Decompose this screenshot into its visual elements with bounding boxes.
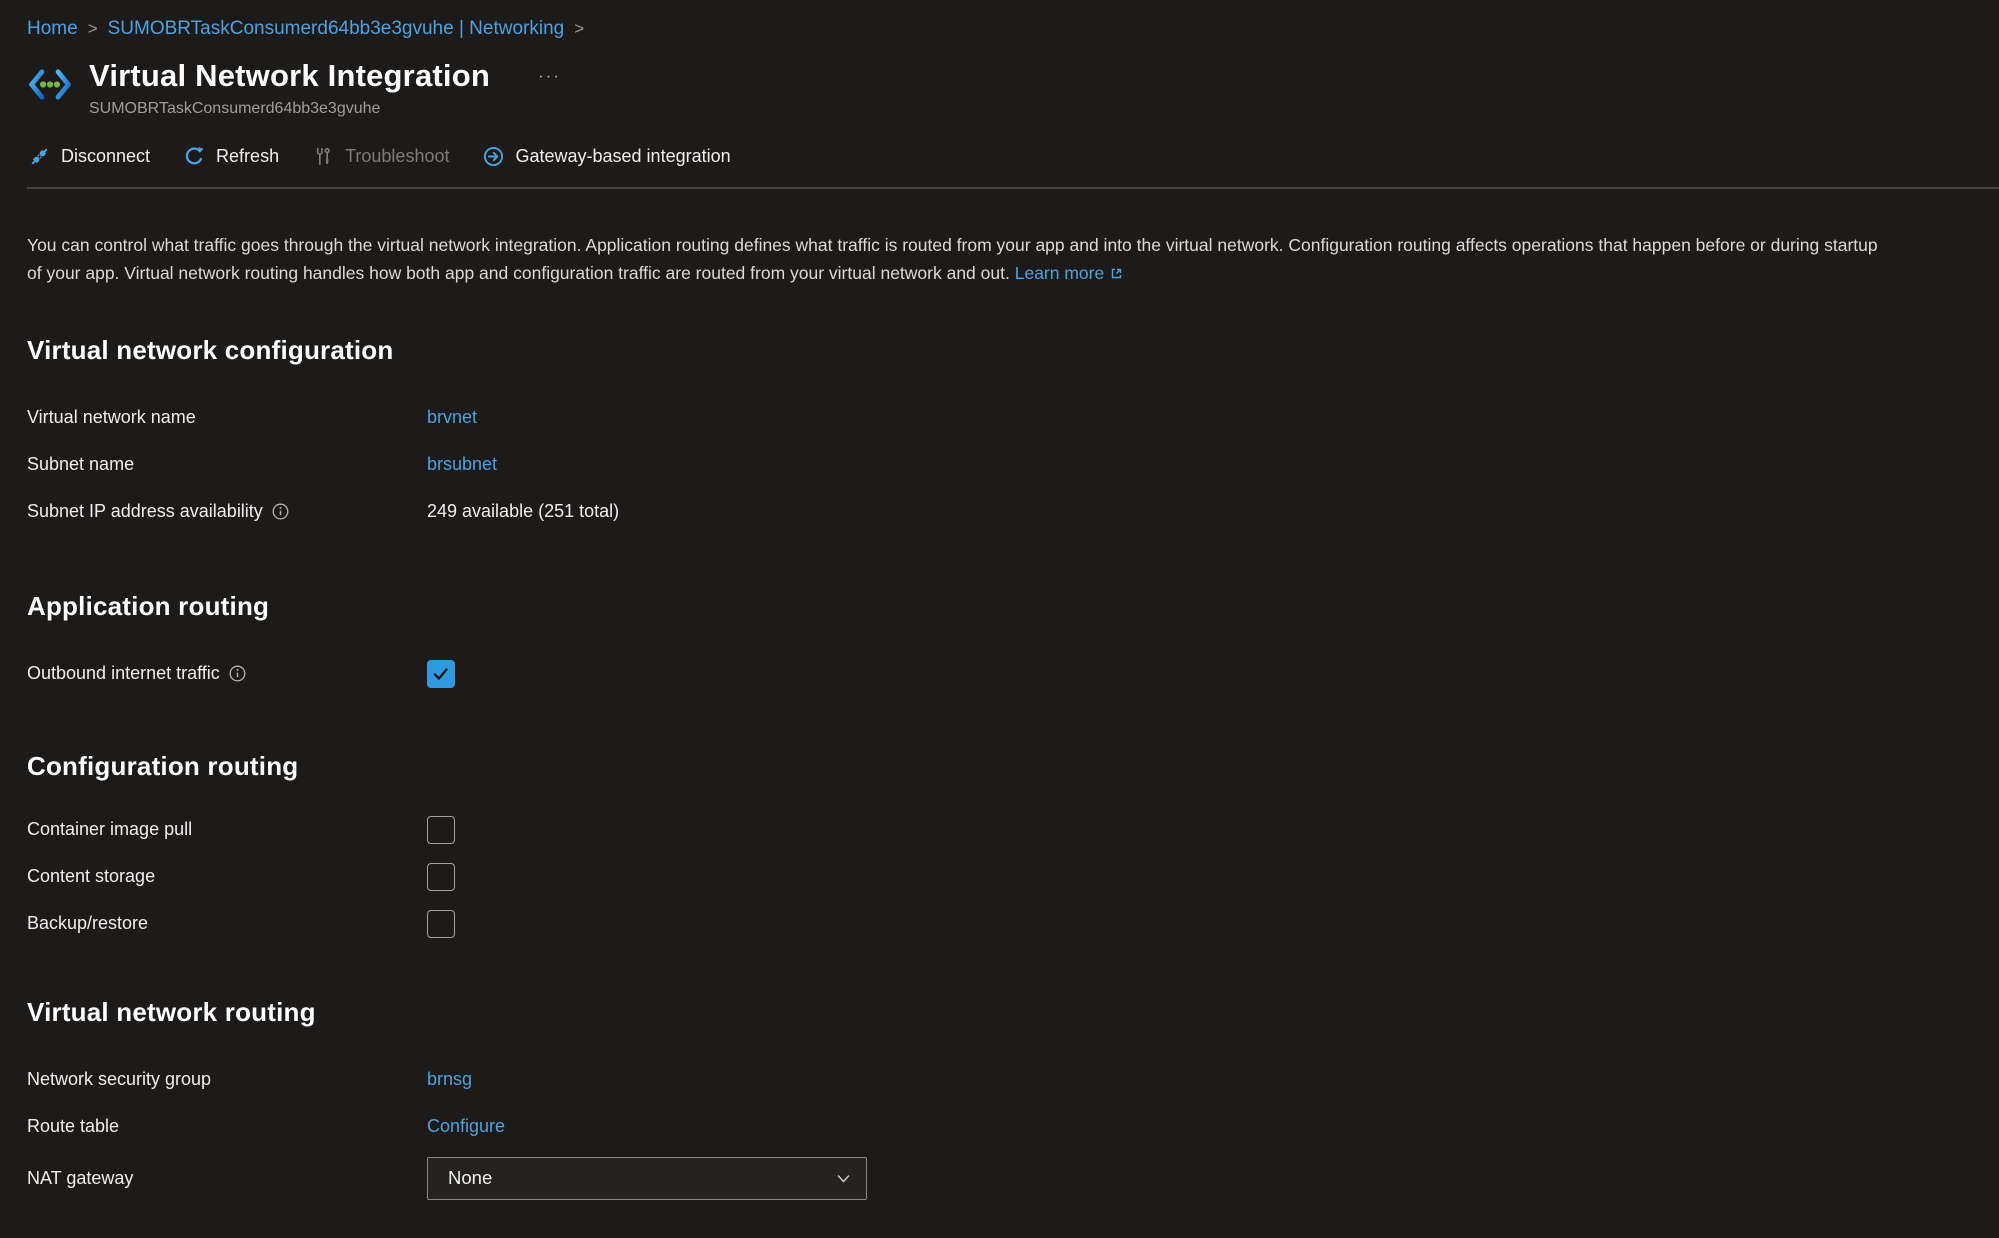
network-security-group-link[interactable]: brnsg xyxy=(427,1069,473,1089)
vnet-routing-heading: Virtual network routing xyxy=(27,997,316,1027)
outbound-internet-traffic-row xyxy=(27,650,1929,697)
refresh-label: Refresh xyxy=(216,146,280,166)
breadcrumb-home-link[interactable]: Home xyxy=(27,18,78,39)
route-table-label: Route table xyxy=(27,1116,120,1136)
gateway-arrow-icon xyxy=(483,146,504,167)
content-storage-row xyxy=(27,853,1929,900)
description-text: You can control what traffic goes through the virtual network integration. Application routing defines what traffic is routed from your app and into the virtual network. Configuration routing affects operations that happen before or during startup of your app. Virtual network routing handles how both app and configuration traffic are routed from your virtual network and out. xyxy=(27,235,1878,283)
disconnect-button[interactable] xyxy=(27,142,152,171)
backup-restore-checkbox[interactable] xyxy=(427,910,455,938)
breadcrumb-separator: > xyxy=(87,19,98,38)
more-menu-button[interactable]: ··· xyxy=(538,66,561,85)
nat-gateway-label: NAT gateway xyxy=(27,1167,134,1188)
breadcrumb-separator: > xyxy=(574,19,585,38)
chevron-down-icon xyxy=(835,1170,852,1187)
breadcrumb xyxy=(27,18,1929,40)
page-title: Virtual Network Integration xyxy=(89,58,490,93)
gateway-based-integration-button[interactable] xyxy=(481,142,732,171)
disconnect-icon xyxy=(29,146,50,167)
breadcrumb-app-networking-link[interactable]: SUMOBRTaskConsumerd64bb3e3gvuhe | Networking xyxy=(107,18,565,39)
subnet-ip-availability-label xyxy=(27,501,427,522)
vnet-configuration-heading: Virtual network configuration xyxy=(27,335,394,365)
section-configuration-routing xyxy=(27,751,1929,947)
container-image-pull-label: Container image pull xyxy=(27,819,193,839)
troubleshoot-label: Troubleshoot xyxy=(345,146,450,166)
vnet-name-link[interactable]: brvnet xyxy=(427,407,478,427)
network-security-group-label: Network security group xyxy=(27,1069,212,1089)
refresh-icon xyxy=(184,146,205,167)
disconnect-label: Disconnect xyxy=(61,146,151,166)
info-icon[interactable] xyxy=(272,503,289,520)
section-vnet-configuration xyxy=(27,335,1929,535)
external-link-icon xyxy=(1109,261,1124,289)
nat-gateway-select[interactable] xyxy=(427,1157,867,1200)
subnet-ip-availability-label-text: Subnet IP address availability xyxy=(27,501,263,521)
page-header xyxy=(27,58,1929,118)
subnet-ip-availability-row xyxy=(27,488,1929,535)
nat-gateway-selected-value: None xyxy=(448,1167,493,1188)
troubleshoot-icon xyxy=(313,146,334,167)
subnet-name-label: Subnet name xyxy=(27,454,135,474)
subnet-name-link[interactable]: brsubnet xyxy=(427,454,498,474)
page-description xyxy=(27,231,1897,289)
route-table-configure-link[interactable]: Configure xyxy=(427,1116,506,1136)
network-security-group-row xyxy=(27,1056,1929,1103)
vnet-integration-icon xyxy=(27,66,73,108)
container-image-pull-row xyxy=(27,806,1929,853)
troubleshoot-button[interactable] xyxy=(311,142,451,171)
gateway-based-integration-label: Gateway-based integration xyxy=(515,146,731,166)
outbound-internet-traffic-label-text: Outbound internet traffic xyxy=(27,663,220,683)
backup-restore-label: Backup/restore xyxy=(27,913,149,933)
configuration-routing-heading: Configuration routing xyxy=(27,751,299,781)
content-storage-label: Content storage xyxy=(27,866,156,886)
section-application-routing xyxy=(27,591,1929,697)
content-storage-checkbox[interactable] xyxy=(427,863,455,891)
application-routing-heading: Application routing xyxy=(27,591,270,621)
command-toolbar xyxy=(27,142,1929,187)
learn-more-link[interactable]: Learn more xyxy=(1014,263,1105,283)
subnet-ip-availability-value: 249 available (251 total) xyxy=(427,501,620,521)
outbound-internet-traffic-checkbox[interactable] xyxy=(427,660,455,688)
info-icon[interactable] xyxy=(229,665,246,682)
toolbar-divider xyxy=(27,187,1999,189)
title-block xyxy=(89,58,565,118)
nat-gateway-row xyxy=(27,1150,1929,1206)
vnet-name-label: Virtual network name xyxy=(27,407,196,427)
container-image-pull-checkbox[interactable] xyxy=(427,816,455,844)
outbound-internet-traffic-label xyxy=(27,663,427,684)
backup-restore-row xyxy=(27,900,1929,947)
vnet-name-row xyxy=(27,394,1929,441)
section-vnet-routing xyxy=(27,997,1929,1206)
refresh-button[interactable] xyxy=(182,142,281,171)
page-subtitle: SUMOBRTaskConsumerd64bb3e3gvuhe xyxy=(89,100,381,117)
subnet-name-row xyxy=(27,441,1929,488)
route-table-row xyxy=(27,1103,1929,1150)
